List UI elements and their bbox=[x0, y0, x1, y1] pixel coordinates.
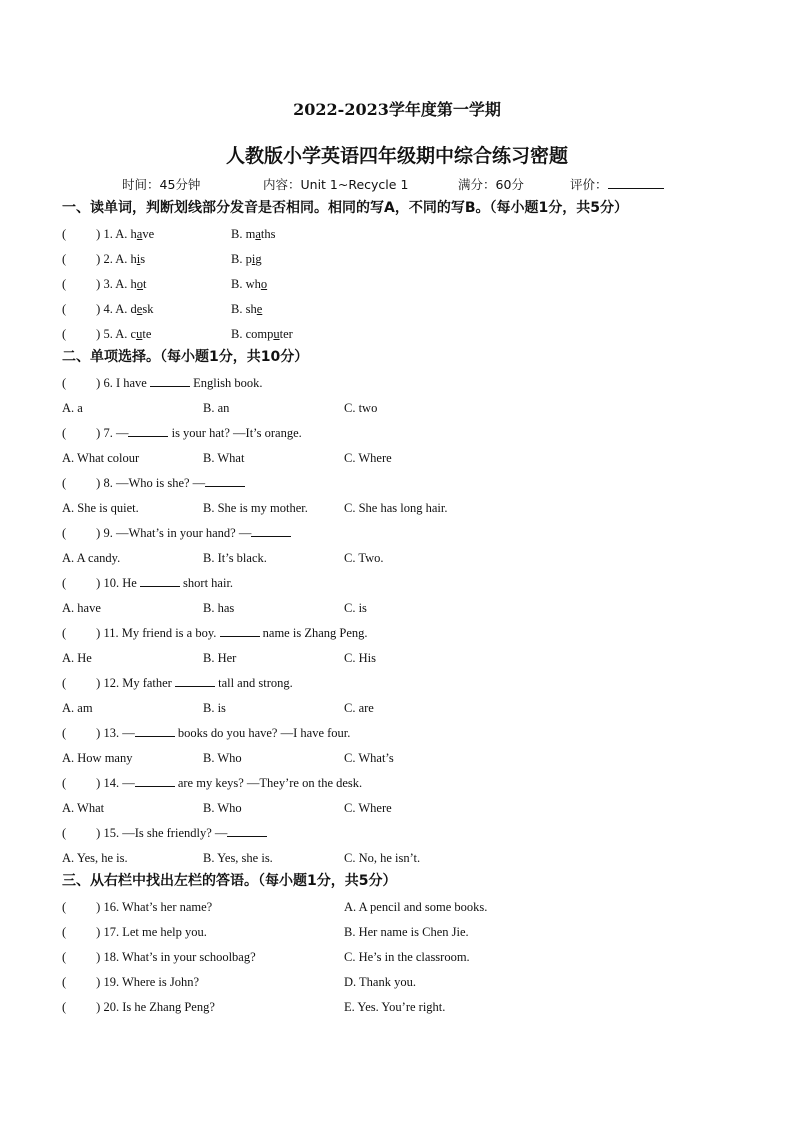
full-score-info: 满分：60分 bbox=[458, 177, 524, 192]
time-info: 时间：45分钟 bbox=[122, 177, 201, 192]
option-a[interactable]: A. have bbox=[62, 601, 101, 615]
option-b[interactable]: B. Who bbox=[203, 751, 242, 765]
match-answer: D. Thank you. bbox=[344, 975, 416, 989]
question-text: ) 12. My father bbox=[96, 676, 175, 690]
exam-title: 人教版小学英语四年级期中综合练习密题 bbox=[225, 145, 568, 167]
question-text: ) 10. He bbox=[96, 576, 140, 590]
answer-paren[interactable]: ( bbox=[62, 327, 67, 341]
fill-blank[interactable] bbox=[205, 474, 245, 487]
question-number: ) 3. A. bbox=[96, 277, 131, 291]
question-text: ) 18. What’s in your schoolbag? bbox=[96, 950, 256, 964]
fill-blank[interactable] bbox=[175, 674, 215, 687]
question-text: ) 7. — bbox=[96, 426, 129, 440]
fill-blank[interactable] bbox=[128, 424, 168, 437]
option-b[interactable]: B. What bbox=[203, 451, 245, 465]
question-text: ) 8. —Who is she? — bbox=[96, 476, 206, 490]
fill-blank[interactable] bbox=[220, 624, 260, 637]
option-b[interactable]: B. is bbox=[203, 701, 226, 715]
word-a: desk bbox=[130, 302, 154, 316]
match-question bbox=[62, 948, 256, 966]
question-text: ) 20. Is he Zhang Peng? bbox=[96, 1000, 215, 1014]
section3-heading: 三、从右栏中找出左栏的答语。（每小题1分，共5分） bbox=[62, 873, 397, 889]
answer-paren[interactable]: ( bbox=[62, 776, 67, 790]
word-b: B. computer bbox=[231, 327, 293, 341]
grade-label: 评价： bbox=[570, 177, 608, 192]
answer-paren[interactable]: ( bbox=[62, 252, 67, 266]
answer-paren[interactable]: ( bbox=[62, 900, 67, 914]
option-a[interactable]: A. Yes, he is. bbox=[62, 851, 128, 865]
choice-question bbox=[62, 474, 245, 492]
word-b: B. maths bbox=[231, 227, 276, 241]
answer-paren[interactable]: ( bbox=[62, 925, 67, 939]
answer-paren[interactable]: ( bbox=[62, 227, 67, 241]
choice-question bbox=[62, 724, 350, 742]
match-question bbox=[62, 998, 215, 1016]
word-b: B. pig bbox=[231, 252, 262, 266]
answer-paren[interactable]: ( bbox=[62, 726, 67, 740]
option-b[interactable]: B. She is my mother. bbox=[203, 501, 308, 515]
match-question bbox=[62, 973, 199, 991]
answer-paren[interactable]: ( bbox=[62, 576, 67, 590]
choice-question bbox=[62, 824, 267, 842]
question-number: ) 2. A. bbox=[96, 252, 131, 266]
option-c[interactable]: C. Where bbox=[344, 801, 392, 815]
content-info: 内容：Unit 1~Recycle 1 bbox=[263, 177, 409, 192]
match-answer: B. Her name is Chen Jie. bbox=[344, 925, 469, 939]
option-a[interactable]: A. She is quiet. bbox=[62, 501, 139, 515]
option-b[interactable]: B. has bbox=[203, 601, 235, 615]
question-number: ) 4. A. bbox=[96, 302, 131, 316]
question-text-tail: tall and strong. bbox=[214, 676, 293, 690]
word-a: hot bbox=[130, 277, 147, 291]
question-text-tail: English book. bbox=[189, 376, 263, 390]
answer-paren[interactable]: ( bbox=[62, 277, 67, 291]
word-b: B. she bbox=[231, 302, 263, 316]
answer-paren[interactable]: ( bbox=[62, 426, 67, 440]
phonics-question bbox=[62, 325, 151, 343]
word-a: cute bbox=[130, 327, 152, 341]
answer-paren[interactable]: ( bbox=[62, 676, 67, 690]
option-a[interactable]: A. He bbox=[62, 651, 92, 665]
question-number: ) 1. A. bbox=[96, 227, 131, 241]
section2-heading: 二、单项选择。（每小题1分，共10分） bbox=[62, 349, 309, 365]
option-c[interactable]: C. No, he isn’t. bbox=[344, 851, 421, 865]
option-c[interactable]: C. His bbox=[344, 651, 376, 665]
match-question bbox=[62, 923, 207, 941]
word-a: have bbox=[130, 227, 155, 241]
match-answer: C. He’s in the classroom. bbox=[344, 950, 470, 964]
match-answer: A. A pencil and some books. bbox=[344, 900, 488, 914]
option-c[interactable]: C. two bbox=[344, 401, 378, 415]
section1-heading: 一、读单词，判断划线部分发音是否相同。相同的写A，不同的写B。（每小题1分，共5分） bbox=[62, 200, 628, 216]
answer-paren[interactable]: ( bbox=[62, 826, 67, 840]
option-c[interactable]: C. Two. bbox=[344, 551, 384, 565]
option-c[interactable]: C. Where bbox=[344, 451, 392, 465]
answer-paren[interactable]: ( bbox=[62, 1000, 67, 1014]
choice-question bbox=[62, 424, 302, 442]
question-text: ) 15. —Is she friendly? — bbox=[96, 826, 228, 840]
option-a[interactable]: A. How many bbox=[62, 751, 133, 765]
question-text: ) 11. My friend is a boy. bbox=[96, 626, 220, 640]
question-text: ) 13. — bbox=[96, 726, 135, 740]
option-c[interactable]: C. She has long hair. bbox=[344, 501, 448, 515]
option-b[interactable]: B. Her bbox=[203, 651, 237, 665]
choice-question bbox=[62, 574, 233, 592]
fill-blank[interactable] bbox=[135, 724, 175, 737]
choice-question bbox=[62, 674, 293, 692]
option-a[interactable]: A. What bbox=[62, 801, 105, 815]
question-text: ) 19. Where is John? bbox=[96, 975, 200, 989]
option-c[interactable]: C. are bbox=[344, 701, 374, 715]
phonics-question bbox=[62, 300, 153, 318]
choice-question bbox=[62, 374, 263, 392]
question-text-tail: are my keys? —They’re on the desk. bbox=[174, 776, 363, 790]
choice-question bbox=[62, 524, 291, 542]
answer-paren[interactable]: ( bbox=[62, 476, 67, 490]
answer-paren[interactable]: ( bbox=[62, 626, 67, 640]
question-text-tail: name is Zhang Peng. bbox=[259, 626, 368, 640]
match-question bbox=[62, 898, 212, 916]
option-b[interactable]: B. Yes, she is. bbox=[203, 851, 273, 865]
option-a[interactable]: A. What colour bbox=[62, 451, 140, 465]
question-text: ) 6. I have bbox=[96, 376, 150, 390]
option-b[interactable]: B. Who bbox=[203, 801, 242, 815]
question-number: ) 5. A. bbox=[96, 327, 131, 341]
fill-blank[interactable] bbox=[150, 374, 190, 387]
answer-paren[interactable]: ( bbox=[62, 975, 67, 989]
fill-blank[interactable] bbox=[140, 574, 180, 587]
choice-question bbox=[62, 624, 368, 642]
phonics-question bbox=[62, 275, 147, 293]
answer-paren[interactable]: ( bbox=[62, 302, 67, 316]
phonics-question bbox=[62, 250, 145, 268]
word-a: his bbox=[130, 252, 146, 266]
question-text-tail: books do you have? —I have four. bbox=[174, 726, 351, 740]
question-text-tail: is your hat? —It’s orange. bbox=[168, 426, 302, 440]
match-answer: E. Yes. You’re right. bbox=[344, 1000, 446, 1014]
question-text-tail: short hair. bbox=[179, 576, 234, 590]
grade-blank[interactable] bbox=[608, 176, 664, 189]
phonics-question bbox=[62, 225, 154, 243]
fill-blank[interactable] bbox=[227, 824, 267, 837]
answer-paren[interactable]: ( bbox=[62, 950, 67, 964]
option-c[interactable]: C. What’s bbox=[344, 751, 394, 765]
grade-info bbox=[570, 175, 664, 193]
fill-blank[interactable] bbox=[251, 524, 291, 537]
question-text: ) 16. What’s her name? bbox=[96, 900, 213, 914]
option-b[interactable]: B. an bbox=[203, 401, 230, 415]
fill-blank[interactable] bbox=[135, 774, 175, 787]
option-c[interactable]: C. is bbox=[344, 601, 367, 615]
question-text: ) 14. — bbox=[96, 776, 135, 790]
word-b: B. who bbox=[231, 277, 268, 291]
answer-paren[interactable]: ( bbox=[62, 376, 67, 390]
option-b[interactable]: B. It’s black. bbox=[203, 551, 267, 565]
option-a[interactable]: A. a bbox=[62, 401, 83, 415]
question-text: ) 17. Let me help you. bbox=[96, 925, 207, 939]
answer-paren[interactable]: ( bbox=[62, 526, 67, 540]
term-title: 2022-2023学年度第一学期 bbox=[293, 100, 501, 119]
question-text: ) 9. —What’s in your hand? — bbox=[96, 526, 252, 540]
option-a[interactable]: A. am bbox=[62, 701, 93, 715]
option-a[interactable]: A. A candy. bbox=[62, 551, 121, 565]
choice-question bbox=[62, 774, 362, 792]
